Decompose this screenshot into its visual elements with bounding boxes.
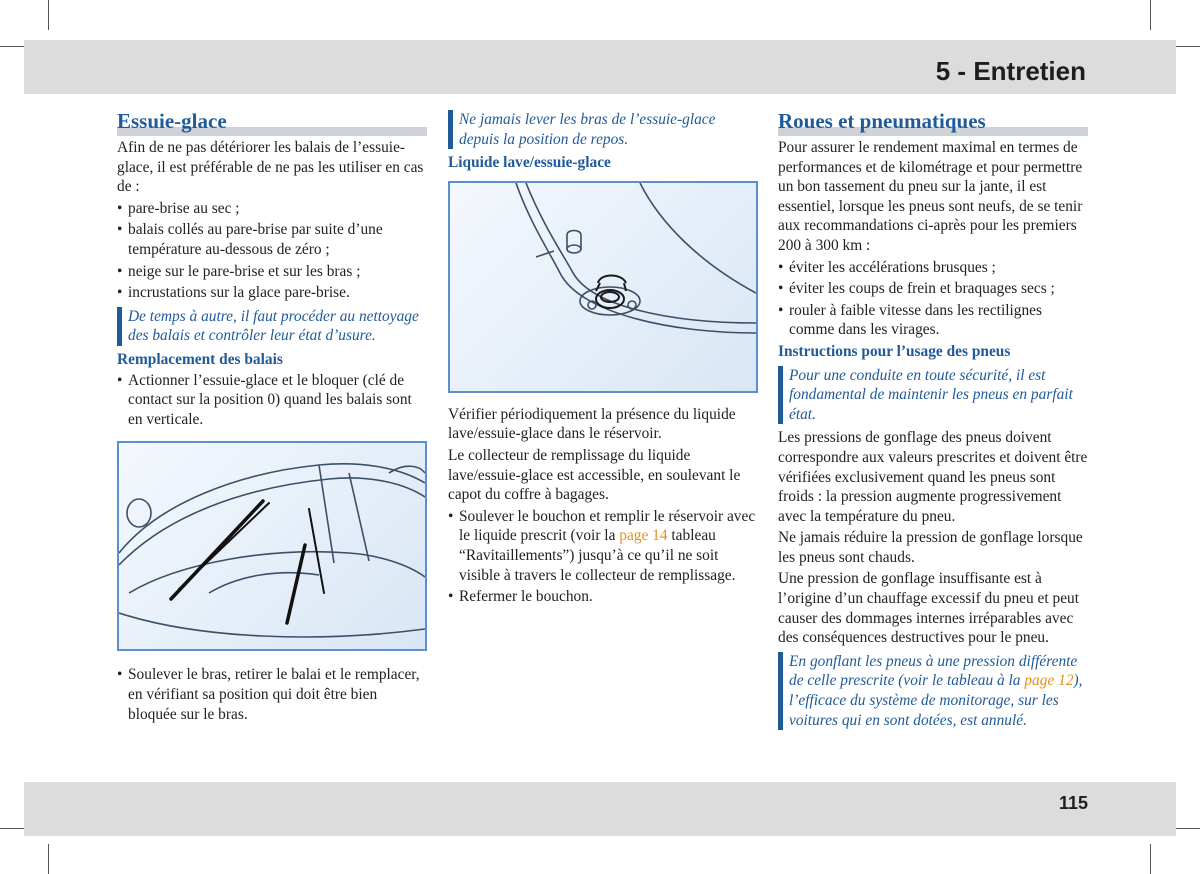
crop-mark xyxy=(48,0,49,30)
tyres-bullet-list xyxy=(778,258,1088,340)
list-item: • Soulever le bouchon et remplir le réservoir avec le liquide prescrit (voir la page 14 tableau “Ravitaillements”) jusqu’à ce qu’il ne soit visible à travers le collecteur de remplissage. xyxy=(448,507,756,584)
tyres-para-underinflation: Une pression de gonflage insuffisante est à l’origine d’un chauffage excessif du pneu et peut causer des dommages internes irréparables avec des conséquences destructives pour le pneu. xyxy=(778,570,1080,647)
washer-para-access: Le collecteur de remplissage du liquide lave/essuie-glace est accessible, en soulevant le capot du coffre à bagages. xyxy=(448,446,741,504)
list-item: • Soulever le bras, retirer le balai et le remplacer, en vérifiant sa position qui doit être bien bloquée sur le bras. xyxy=(117,666,420,723)
note-wipers-cleaning: De temps à autre, il faut procéder au nettoyage des balais et contrôler leur état d’usure. xyxy=(117,307,427,346)
link-page-12[interactable]: page 12 xyxy=(1024,672,1074,690)
list-item: • neige sur le pare-brise et sur les bras ; xyxy=(117,262,361,280)
tyres-intro: Pour assurer le rendement maximal en termes de performances et de kilométrage et pour permettre un bon tassement du pneu sur la jante, il est essentiel, lorsque les pneus sont neufs, de se tenir aux recommandations ci-après pour les premiers 200 à 300 km : xyxy=(778,139,1083,254)
column-washer-fluid xyxy=(448,108,758,609)
wiper-illustration xyxy=(117,441,427,651)
tyres-para-hot: Ne jamais réduire la pression de gonflage lorsque les pneus sont chauds. xyxy=(778,529,1083,566)
washer-para-check: Vérifier périodiquement la présence du liquide lave/essuie-glace dans le réservoir. xyxy=(448,405,736,443)
windshield-wiper-drawing xyxy=(119,443,425,649)
list-item: • Actionner l’essuie-glace et le bloquer (clé de contact sur la position 0) quand les balais sont en verticale. xyxy=(117,371,412,428)
list-item: • éviter les coups de frein et braquages secs ; xyxy=(778,280,1055,298)
note-wiper-arms: Ne jamais lever les bras de l’essuie-glace depuis la position de repos. xyxy=(448,110,758,149)
crop-mark xyxy=(48,844,49,874)
wipers-bullet-list xyxy=(117,199,427,303)
column-wipers xyxy=(117,108,427,726)
list-item: • rouler à faible vitesse dans les rectilignes comme dans les virages. xyxy=(778,301,1042,339)
washer-steps xyxy=(448,507,758,607)
list-item: • balais collés au pare-brise par suite d’une température au-dessous de zéro ; xyxy=(117,221,383,258)
section-title-tyres: Roues et pneumatiques xyxy=(778,108,1088,134)
subtitle-blade-replacement: Remplacement des balais xyxy=(117,350,283,368)
list-item: • Refermer le bouchon. xyxy=(448,588,593,606)
footer-band xyxy=(24,782,1176,836)
crop-mark xyxy=(1150,0,1151,30)
replacement-steps-2 xyxy=(117,665,427,724)
column-tyres xyxy=(778,108,1088,734)
crop-mark xyxy=(1150,844,1151,874)
page-number: 115 xyxy=(1058,793,1088,813)
note-tyre-safety: Pour une conduite en toute sécurité, il est fondamental de maintenir les pneus en parfait état. xyxy=(778,366,1088,425)
note-tyre-monitoring: En gonflant les pneus à une pression différente de celle prescrite (voir le tableau à la page 12), l’efficace du système de monitorage, sur les voitures qui en sont dotées, est annulé. xyxy=(778,652,1088,730)
reservoir-illustration xyxy=(448,181,758,393)
chapter-title: 5 - Entretien xyxy=(935,56,1086,86)
link-page-14[interactable]: page 14 xyxy=(619,527,668,545)
wipers-intro: Afin de ne pas détériorer les balais de l’essuie-glace, il est préférable de ne pas les utiliser en cas de : xyxy=(117,139,424,196)
subtitle-tyre-instructions: Instructions pour l’usage des pneus xyxy=(778,342,1011,360)
replacement-steps xyxy=(117,371,427,430)
subtitle-washer-fluid: Liquide lave/essuie-glace xyxy=(448,154,611,172)
list-item: • éviter les accélérations brusques ; xyxy=(778,258,996,276)
list-item: • incrustations sur la glace pare-brise. xyxy=(117,284,350,302)
filler-cap-drawing xyxy=(450,183,756,391)
tyres-para-pressure: Les pressions de gonflage des pneus doivent correspondre aux valeurs prescrites et doivent être vérifiées exclusivement quand les pneus sont froids : la pression augmente progressivement avec la température du pneu. xyxy=(778,429,1088,525)
section-title-wipers: Essuie-glace xyxy=(117,108,427,134)
list-item: • pare-brise au sec ; xyxy=(117,199,240,217)
